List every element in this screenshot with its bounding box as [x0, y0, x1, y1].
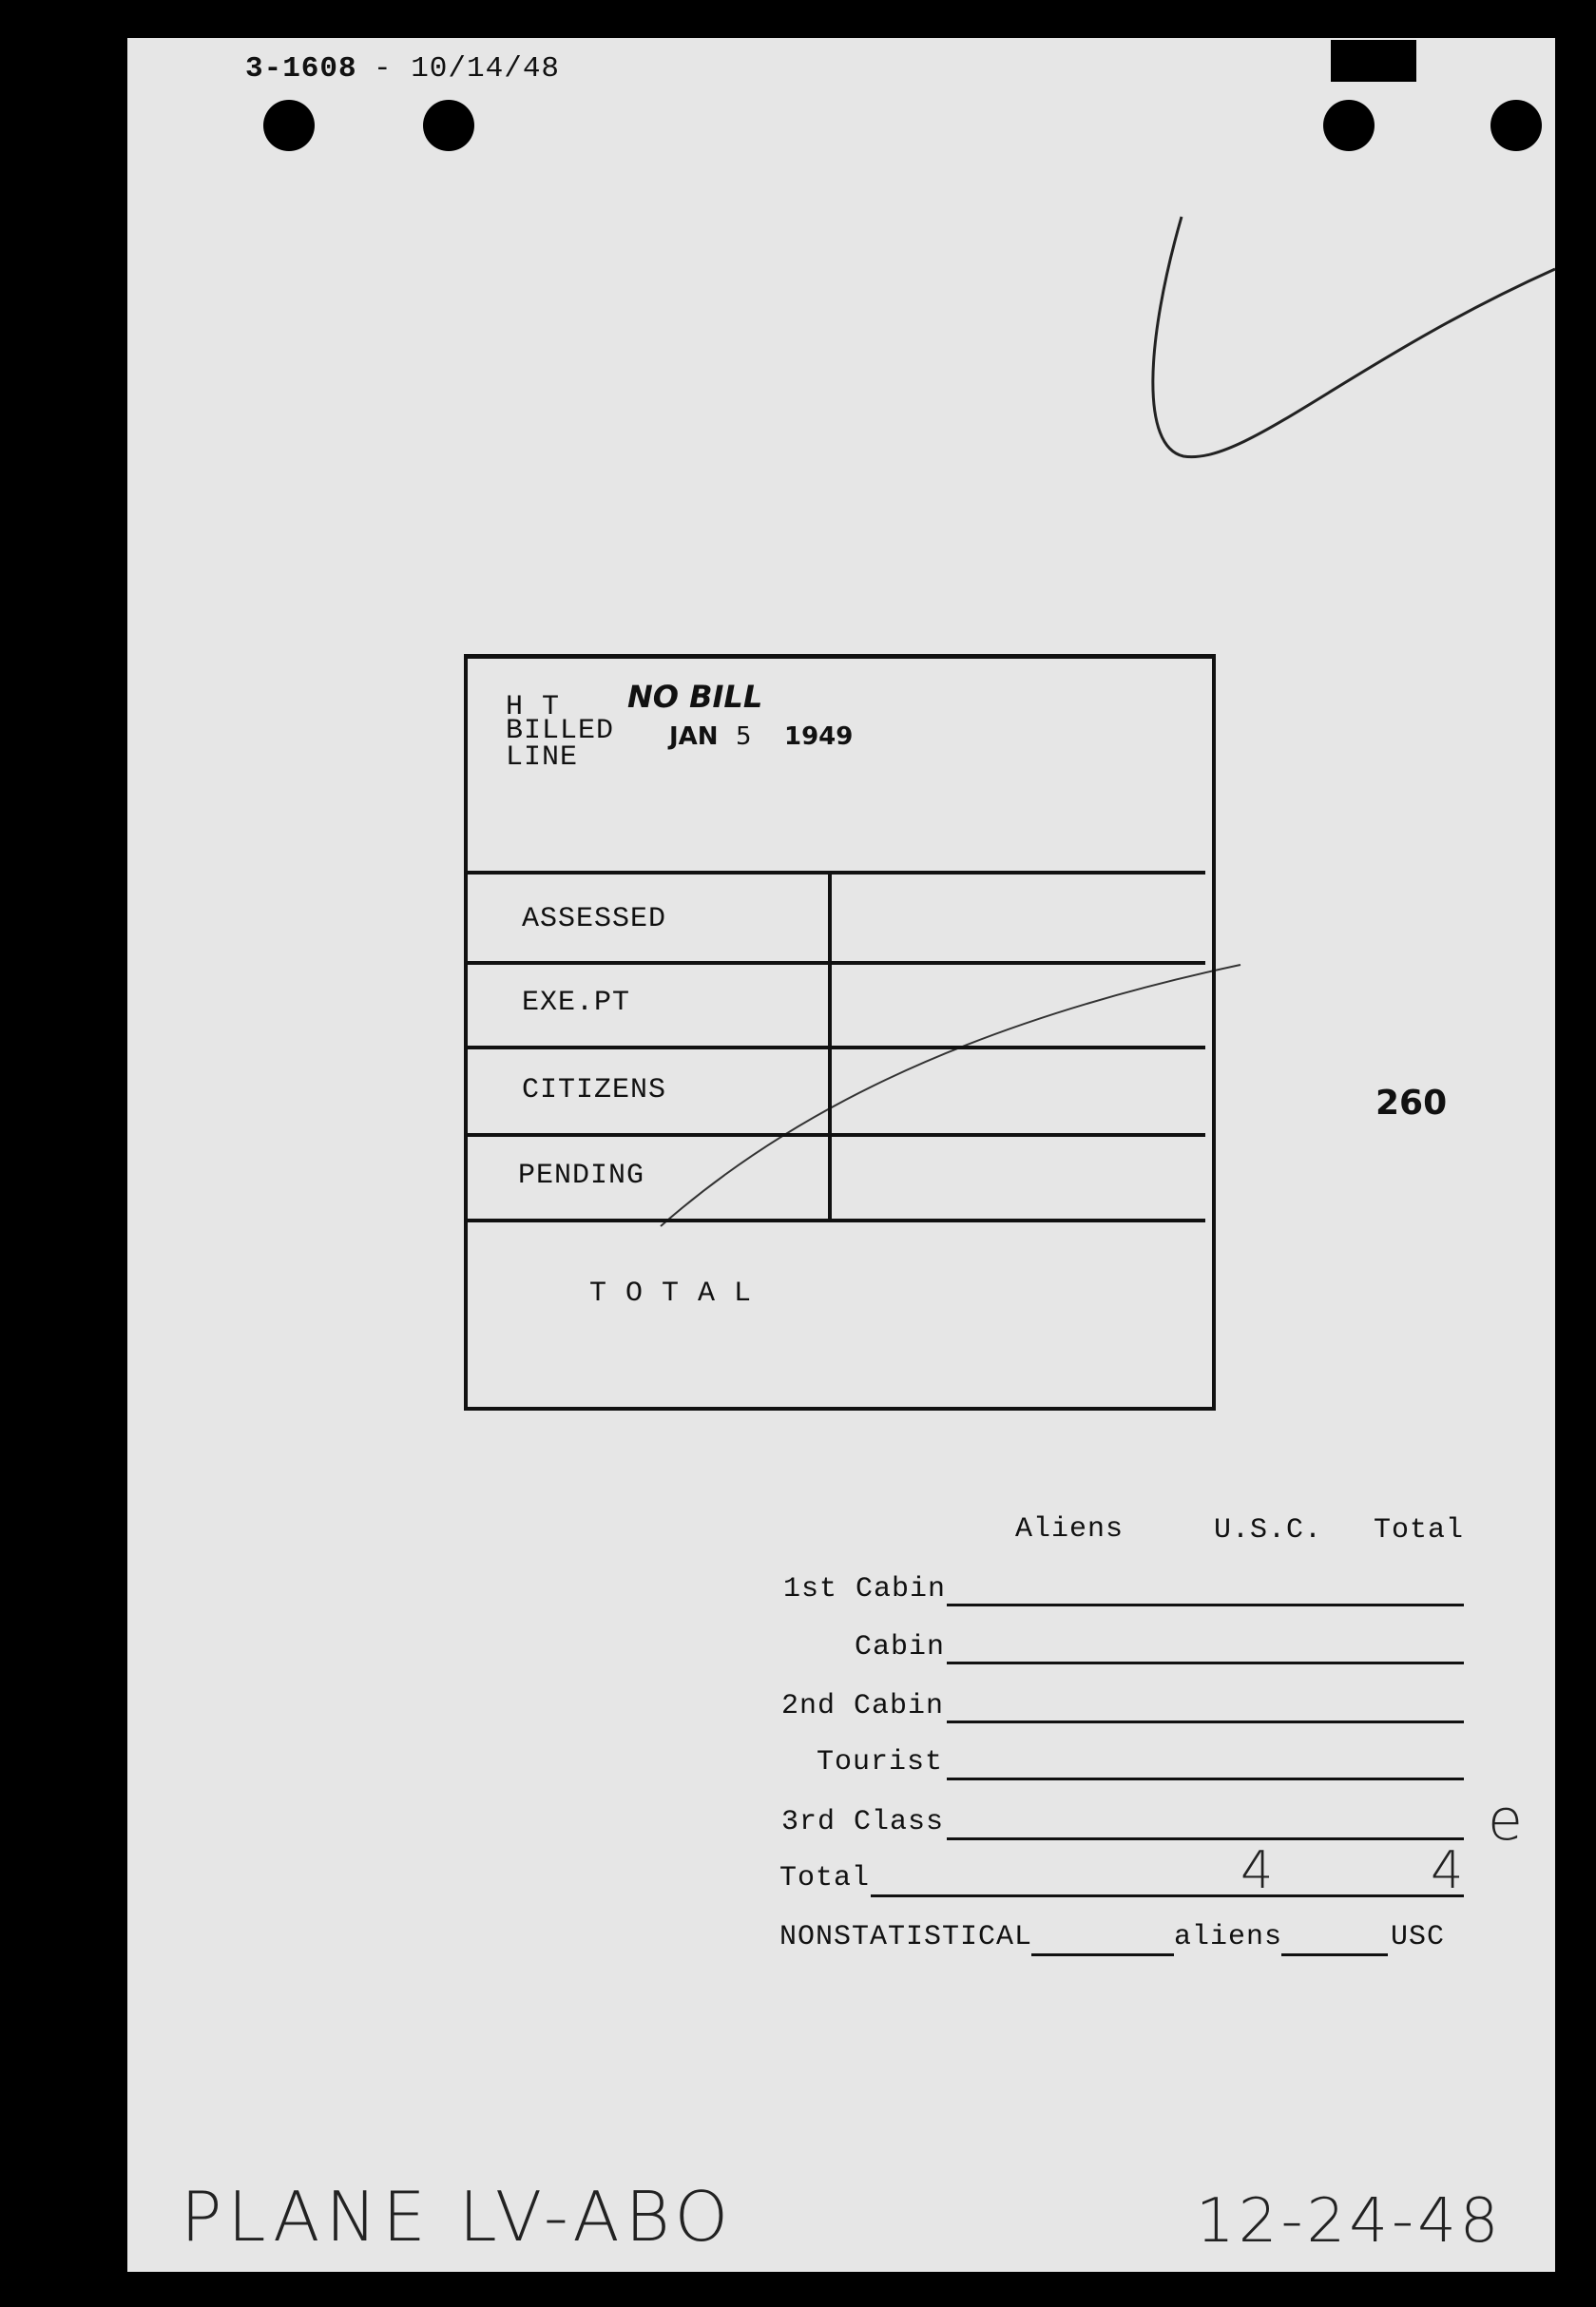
row-label-pending: PENDING [518, 1160, 645, 1192]
stamp-year: 1949 [784, 722, 854, 751]
handwritten-date: 12-24-48 [1196, 2186, 1503, 2257]
total-total-value: 4 [1431, 1840, 1464, 1900]
stamp-day: 5 [736, 722, 752, 751]
nonstat-aliens-label: aliens [1174, 1921, 1283, 1953]
row-divider [464, 1046, 1205, 1049]
margin-number: 260 [1375, 1084, 1448, 1123]
row-label-exempt: EXE.PT [522, 987, 631, 1019]
row-tourist: Tourist [817, 1746, 944, 1778]
col-total: Total [1374, 1514, 1465, 1547]
underline [947, 1604, 1464, 1606]
underline [947, 1662, 1464, 1664]
col-aliens: Aliens [1015, 1513, 1125, 1546]
underline [871, 1894, 1464, 1897]
row-3rd-class: 3rd Class [781, 1806, 945, 1838]
row-1st-cabin: 1st Cabin [783, 1573, 947, 1605]
row-divider [464, 961, 1205, 965]
label-ht: H T [506, 691, 561, 723]
col-usc: U.S.C. [1214, 1514, 1323, 1547]
underline [947, 1721, 1464, 1723]
form-date: - 10/14/48 [374, 52, 561, 86]
form-number: 3-1608 [245, 52, 357, 86]
side-letter: e [1488, 1787, 1523, 1854]
row-total: Total [779, 1862, 871, 1894]
row-2nd-cabin: 2nd Cabin [781, 1690, 945, 1722]
underline [1031, 1953, 1174, 1956]
nonstat-label: NONSTATISTICAL [779, 1921, 1033, 1953]
underline [1281, 1953, 1388, 1956]
row-label-citizens: CITIZENS [522, 1074, 667, 1106]
plane-note: PLANE LV-ABO [181, 2177, 735, 2257]
row-cabin: Cabin [855, 1631, 946, 1663]
stamp-no-bill: NO BILL [627, 679, 763, 715]
row-divider [464, 1133, 1205, 1137]
row-divider [464, 871, 1205, 875]
nonstat-usc-label: USC [1391, 1921, 1446, 1953]
label-billed: BILLED [506, 715, 615, 747]
label-line: LINE [506, 741, 579, 774]
underline [947, 1778, 1464, 1780]
total-aliens-value: 4 [1240, 1840, 1274, 1900]
row-divider [464, 1219, 1205, 1222]
row-label-assessed: ASSESSED [522, 903, 667, 935]
stamp-month: JAN [669, 722, 719, 751]
column-divider [828, 871, 832, 1219]
total-label: T O T A L [589, 1278, 753, 1310]
underline [947, 1837, 1464, 1840]
